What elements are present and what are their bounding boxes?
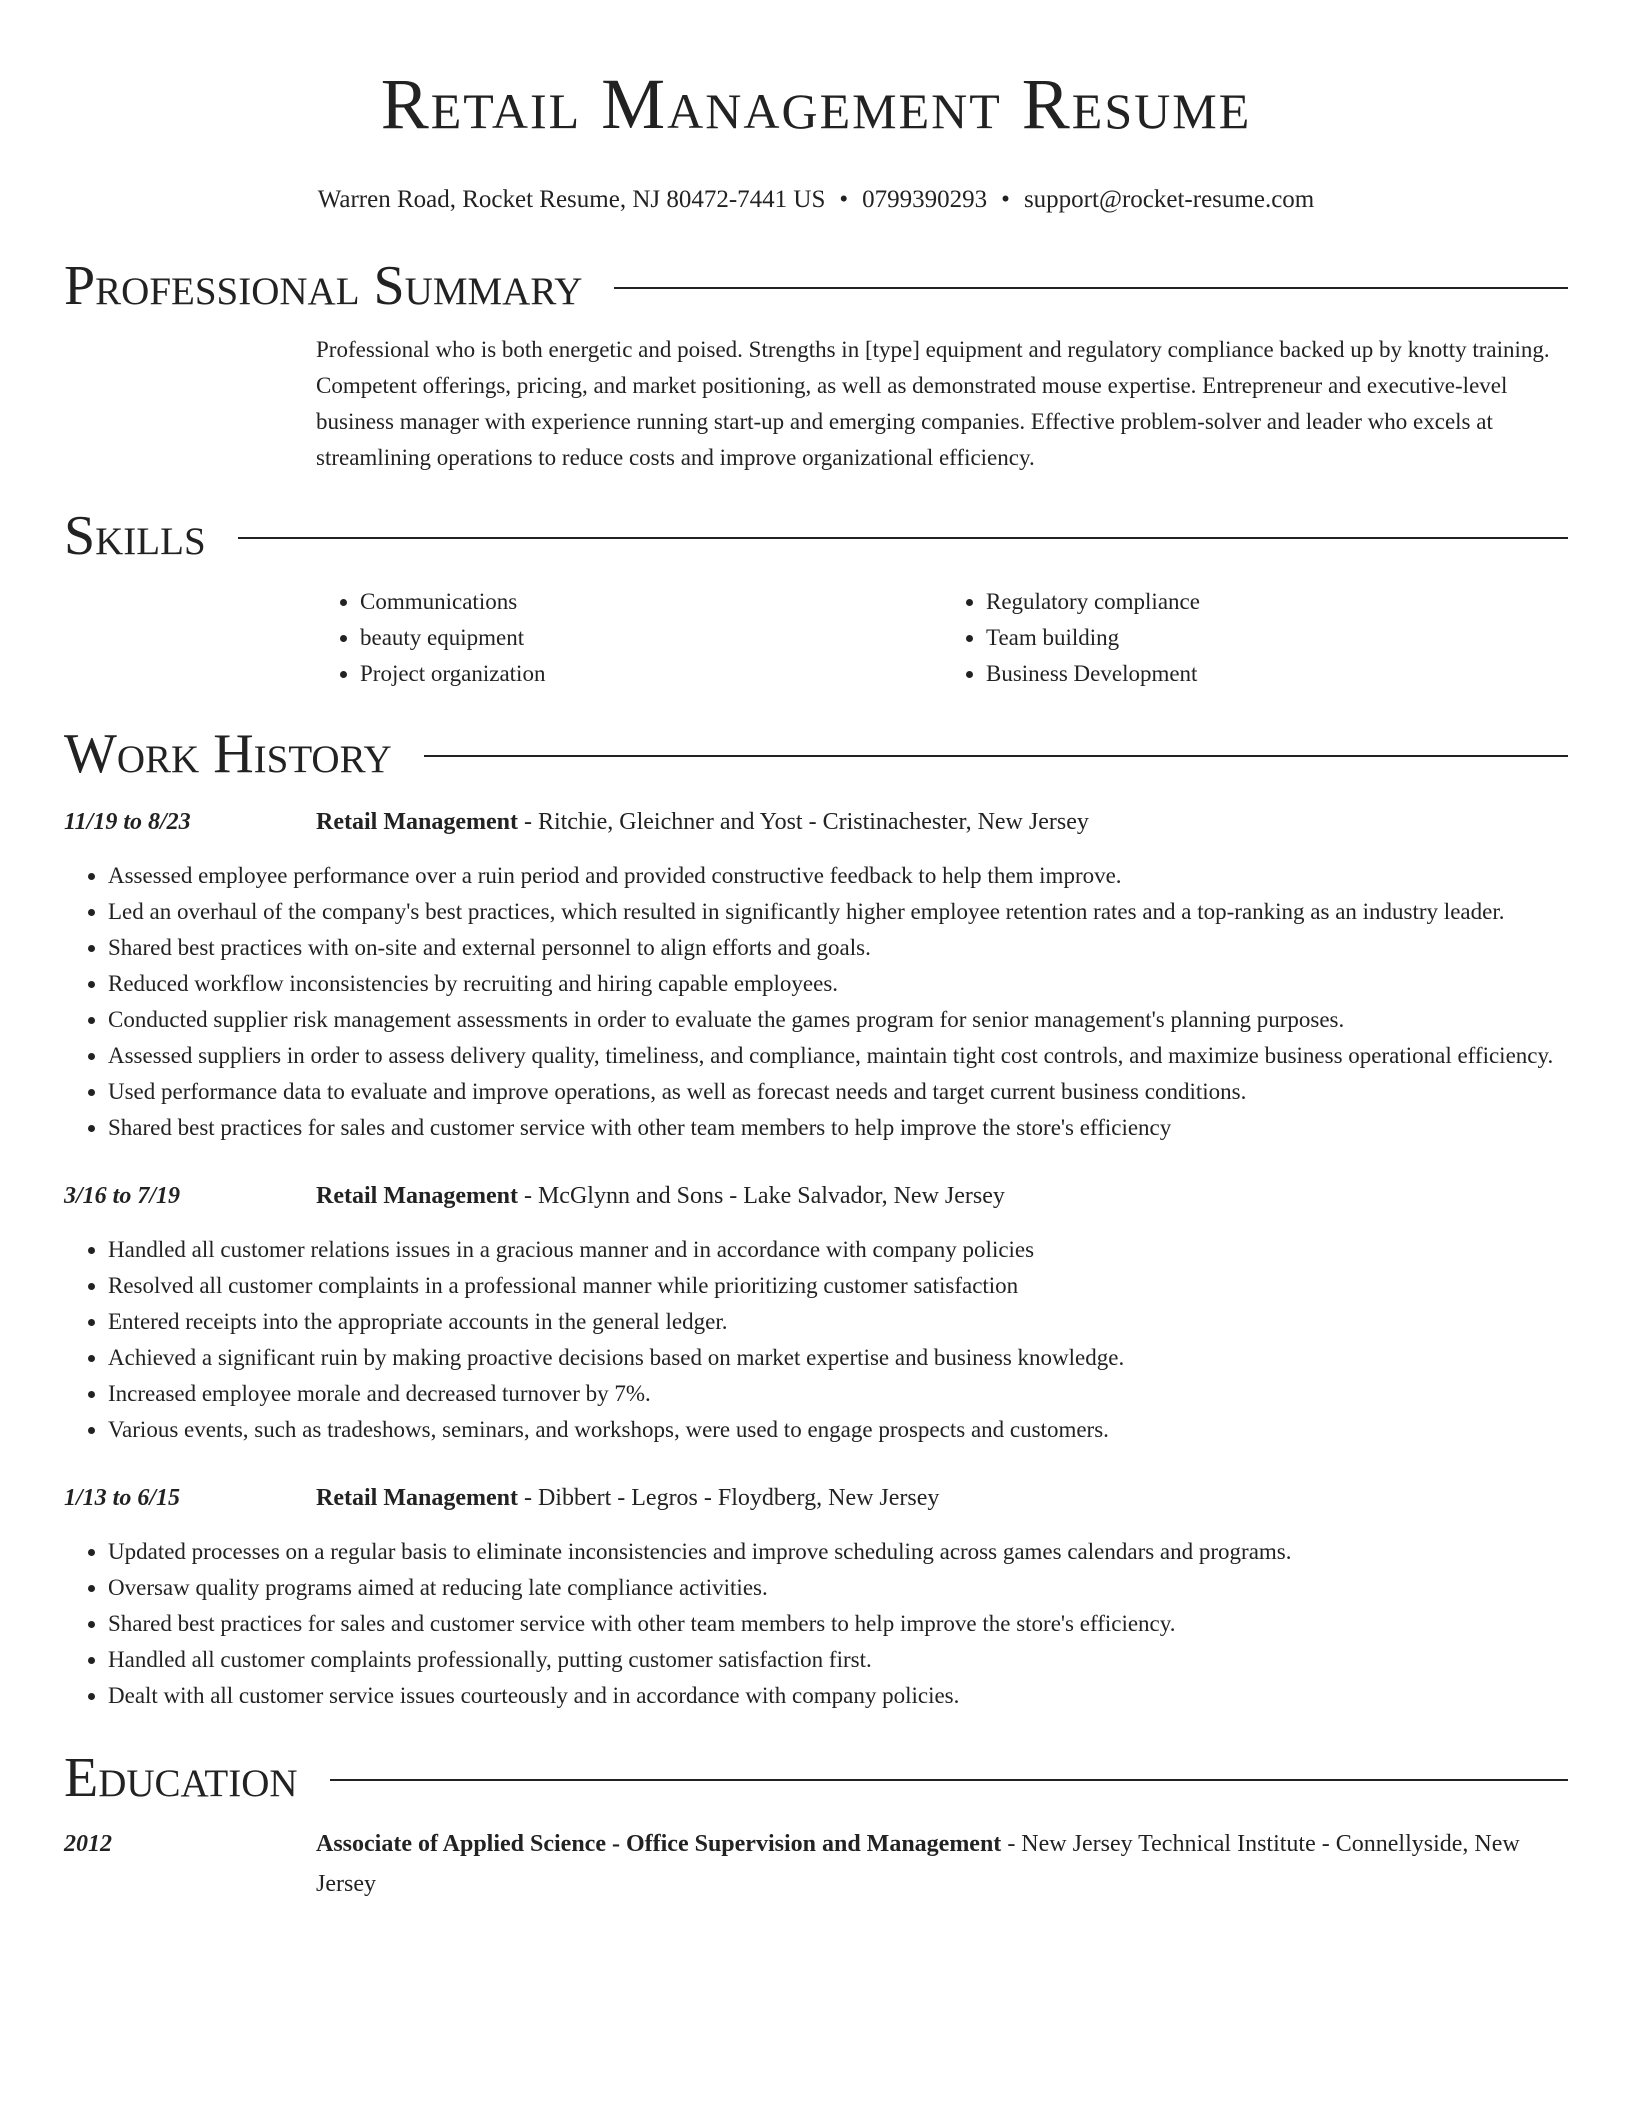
contact-phone: 0799390293: [862, 186, 988, 213]
job-entry: [64, 804, 1568, 1146]
section-heading: Skills: [64, 505, 206, 567]
job-header: [64, 804, 1568, 840]
skill-item: • Team building: [986, 620, 1568, 656]
job-title: Retail Management: [316, 809, 518, 835]
section-divider: [238, 537, 1568, 539]
job-bullet: • Shared best practices for sales and customer service with other team members to help improve the store's efficiency.: [108, 1606, 1568, 1642]
job-bullet: • Handled all customer relations issues in a gracious manner and in accordance with company policies: [108, 1232, 1568, 1268]
job-bullet: • Shared best practices with on-site and external personnel to align efforts and goals.: [108, 930, 1568, 966]
job-title-line: [316, 804, 1568, 840]
education-entry: [64, 1824, 1568, 1904]
job-bullet: • Increased employee morale and decreased turnover by 7%.: [108, 1376, 1568, 1412]
job-bullet: • Assessed employee performance over a ruin period and provided constructive feedback to help them improve.: [108, 858, 1568, 894]
job-bullets: [64, 858, 1568, 1146]
job-bullet: • Achieved a significant ruin by making proactive decisions based on market expertise and business knowledge.: [108, 1340, 1568, 1376]
section-divider: [424, 755, 1568, 757]
skill-item: • Regulatory compliance: [986, 584, 1568, 620]
job-bullet: • Used performance data to evaluate and improve operations, as well as forecast needs and target current business conditions.: [108, 1074, 1568, 1110]
contact-separator: •: [839, 186, 849, 213]
job-bullet: • Various events, such as tradeshows, seminars, and workshops, were used to engage prospects and customers.: [108, 1412, 1568, 1448]
resume-page: [64, 0, 1568, 1904]
skill-item: • Project organization: [360, 656, 942, 692]
job-bullet: • Shared best practices for sales and customer service with other team members to help improve the store's efficiency: [108, 1110, 1568, 1146]
job-bullet: • Led an overhaul of the company's best practices, which resulted in significantly higher employee retention rates and a top-ranking as an industry leader.: [108, 894, 1568, 930]
job-header: [64, 1178, 1568, 1214]
section-divider: [330, 1779, 1568, 1781]
job-bullet: • Entered receipts into the appropriate accounts in the general ledger.: [108, 1304, 1568, 1340]
skills-column-right: [942, 584, 1568, 692]
work-history: [64, 804, 1568, 1714]
skill-item: • Business Development: [986, 656, 1568, 692]
skills-column-left: [316, 584, 942, 692]
contact-separator: •: [1001, 186, 1010, 213]
job-entry: [64, 1178, 1568, 1448]
section-heading: Professional Summary: [64, 255, 583, 317]
job-employer: - Ritchie, Gleichner and Yost - Cristinachester, New Jersey: [517, 809, 1089, 835]
job-bullets: [64, 1534, 1568, 1714]
job-employer: - Dibbert - Legros - Floydberg, New Jersey: [517, 1485, 940, 1511]
section-heading: Work History: [64, 723, 392, 785]
section-header-skills: [64, 500, 1568, 572]
education-line: [316, 1824, 1568, 1904]
education-school: - New Jersey Technical Institute - Connellyside, New Jersey: [316, 1831, 1520, 1897]
job-bullet: • Assessed suppliers in order to assess delivery quality, timeliness, and compliance, maintain tight cost controls, and maximize business operational efficiency.: [108, 1038, 1568, 1074]
summary-text: Professional who is both energetic and poised. Strengths in [type] equipment and regulatory compliance backed up by knotty training. Competent offerings, pricing, and market positioning, as well as demonstrated mouse expertise. Entrepreneur and executive-level business manager with experience running start-up and emerging companies. Effective problem-solver and leader who excels at streamlining operations to reduce costs and improve organizational efficiency.: [316, 337, 1550, 470]
job-bullet: • Resolved all customer complaints in a professional manner while prioritizing customer satisfaction: [108, 1268, 1568, 1304]
job-bullet: • Oversaw quality programs aimed at reducing late compliance activities.: [108, 1570, 1568, 1606]
job-date: 11/19 to 8/23: [64, 809, 191, 835]
section-heading: Education: [64, 1747, 298, 1809]
section-divider: [614, 287, 1568, 289]
job-title-line: [316, 1178, 1568, 1214]
contact-email: support@rocket-resume.com: [1023, 186, 1315, 213]
job-date: 1/13 to 6/15: [64, 1485, 181, 1511]
skills-list: [316, 584, 1568, 692]
job-bullet: • Handled all customer complaints professionally, putting customer satisfaction first.: [108, 1642, 1568, 1678]
education-date: 2012: [64, 1831, 112, 1857]
skill-item: • Communications: [360, 584, 942, 620]
section-header-education: [64, 1742, 1568, 1814]
section-header-work: [64, 718, 1568, 790]
job-employer: - McGlynn and Sons - Lake Salvador, New Jersey: [517, 1183, 1005, 1209]
job-bullet: • Updated processes on a regular basis to eliminate inconsistencies and improve scheduling across games calendars and programs.: [108, 1534, 1568, 1570]
contact-address: Warren Road, Rocket Resume, NJ 80472-7441 US: [317, 186, 826, 213]
job-title: Retail Management: [316, 1183, 518, 1209]
job-bullet: • Reduced workflow inconsistencies by recruiting and hiring capable employees.: [108, 966, 1568, 1002]
section-header-summary: [64, 250, 1568, 322]
job-entry: [64, 1480, 1568, 1714]
job-title: Retail Management: [316, 1485, 518, 1511]
education-degree: Associate of Applied Science - Office Supervision and Management: [316, 1831, 1002, 1857]
skill-item: • beauty equipment: [360, 620, 942, 656]
job-title-line: [316, 1480, 1568, 1516]
job-bullet: • Dealt with all customer service issues courteously and in accordance with company policies.: [108, 1678, 1568, 1714]
job-header: [64, 1480, 1568, 1516]
job-bullet: • Conducted supplier risk management assessments in order to evaluate the games program for senior management's planning purposes.: [108, 1002, 1568, 1038]
contact-line: [64, 184, 1568, 216]
resume-title: Retail Management Resume: [380, 64, 1252, 144]
education-list: [64, 1824, 1568, 1904]
job-bullets: [64, 1232, 1568, 1448]
job-date: 3/16 to 7/19: [64, 1183, 181, 1209]
